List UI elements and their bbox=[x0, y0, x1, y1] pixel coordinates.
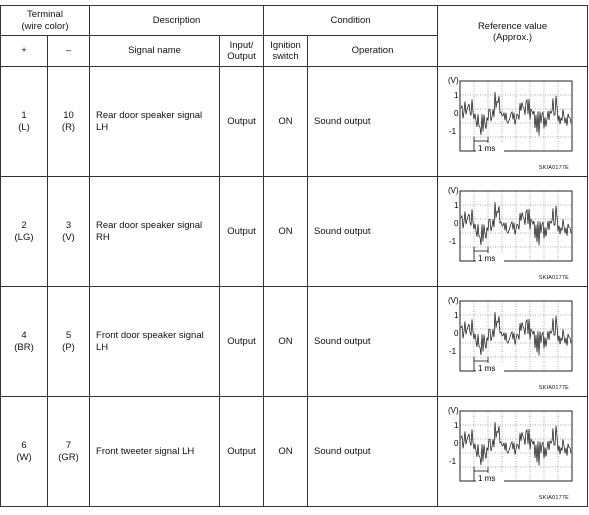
y-top-label: 1 bbox=[454, 421, 459, 430]
reference-code: SKIA0177E bbox=[538, 495, 570, 502]
plus-terminal: 6 (W) bbox=[1, 397, 48, 507]
ignition-switch-header: Ignition switch bbox=[264, 36, 308, 67]
operation-value: Sound output bbox=[308, 67, 438, 177]
input-output-header: Input/ Output bbox=[220, 36, 264, 67]
waveform-graph bbox=[446, 77, 574, 157]
reference-waveform-cell bbox=[438, 177, 588, 287]
waveform-grid bbox=[460, 411, 572, 481]
input-output-value: Output bbox=[220, 67, 264, 177]
y-mid-label: 0 bbox=[454, 219, 459, 228]
terminal-table bbox=[0, 5, 588, 507]
table-row bbox=[1, 397, 588, 507]
signal-name: Rear door speaker signal LH bbox=[90, 67, 220, 177]
y-top-label: 1 bbox=[454, 91, 459, 100]
unit-label: (V) bbox=[448, 407, 459, 415]
minus-terminal: 3 (V) bbox=[48, 177, 90, 287]
table-row bbox=[1, 287, 588, 397]
plus-header: + bbox=[1, 36, 48, 67]
plus-terminal: 1 (L) bbox=[1, 67, 48, 177]
table-row bbox=[1, 177, 588, 287]
operation-value: Sound output bbox=[308, 177, 438, 287]
input-output-value: Output bbox=[220, 177, 264, 287]
y-mid-label: 0 bbox=[454, 329, 459, 338]
operation-value: Sound output bbox=[308, 397, 438, 507]
y-top-label: 1 bbox=[454, 201, 459, 210]
ignition-switch-value: ON bbox=[264, 67, 308, 177]
waveform-graph bbox=[446, 407, 574, 487]
signal-name: Front tweeter signal LH bbox=[90, 397, 220, 507]
minus-terminal: 7 (GR) bbox=[48, 397, 90, 507]
reference-value-header: Reference value (Approx.) bbox=[438, 6, 588, 67]
y-mid-label: 0 bbox=[454, 109, 459, 118]
time-division-label: 1 ms bbox=[478, 144, 496, 153]
time-division-label: 1 ms bbox=[478, 474, 496, 483]
y-bottom-label: -1 bbox=[449, 457, 457, 466]
signal-name: Front door speaker signal LH bbox=[90, 287, 220, 397]
plus-terminal: 4 (BR) bbox=[1, 287, 48, 397]
operation-header: Operation bbox=[308, 36, 438, 67]
plus-terminal: 2 (LG) bbox=[1, 177, 48, 287]
unit-label: (V) bbox=[448, 77, 459, 85]
table-row bbox=[1, 67, 588, 177]
waveform-graph bbox=[446, 297, 574, 377]
unit-label: (V) bbox=[448, 297, 459, 305]
reference-code: SKIA0177E bbox=[538, 165, 570, 172]
waveform-graph bbox=[446, 187, 574, 267]
minus-header: – bbox=[48, 36, 90, 67]
y-mid-label: 0 bbox=[454, 439, 459, 448]
ignition-switch-value: ON bbox=[264, 177, 308, 287]
input-output-value: Output bbox=[220, 397, 264, 507]
condition-header: Condition bbox=[264, 6, 438, 36]
reference-waveform-cell bbox=[438, 67, 588, 177]
y-bottom-label: -1 bbox=[449, 237, 457, 246]
ignition-switch-value: ON bbox=[264, 287, 308, 397]
terminal-header: Terminal (wire color) bbox=[1, 6, 90, 36]
waveform-grid bbox=[460, 191, 572, 261]
description-header: Description bbox=[90, 6, 264, 36]
ignition-switch-value: ON bbox=[264, 397, 308, 507]
time-division-label: 1 ms bbox=[478, 364, 496, 373]
signal-name-header: Signal name bbox=[90, 36, 220, 67]
y-bottom-label: -1 bbox=[449, 347, 457, 356]
minus-terminal: 10 (R) bbox=[48, 67, 90, 177]
time-division-label: 1 ms bbox=[478, 254, 496, 263]
input-output-value: Output bbox=[220, 287, 264, 397]
reference-waveform-cell bbox=[438, 287, 588, 397]
reference-code: SKIA0177E bbox=[538, 275, 570, 282]
waveform-grid bbox=[460, 301, 572, 371]
y-bottom-label: -1 bbox=[449, 127, 457, 136]
y-top-label: 1 bbox=[454, 311, 459, 320]
signal-name: Rear door speaker signal RH bbox=[90, 177, 220, 287]
waveform-grid bbox=[460, 81, 572, 151]
minus-terminal: 5 (P) bbox=[48, 287, 90, 397]
unit-label: (V) bbox=[448, 187, 459, 195]
reference-waveform-cell bbox=[438, 397, 588, 507]
reference-code: SKIA0177E bbox=[538, 385, 570, 392]
operation-value: Sound output bbox=[308, 287, 438, 397]
